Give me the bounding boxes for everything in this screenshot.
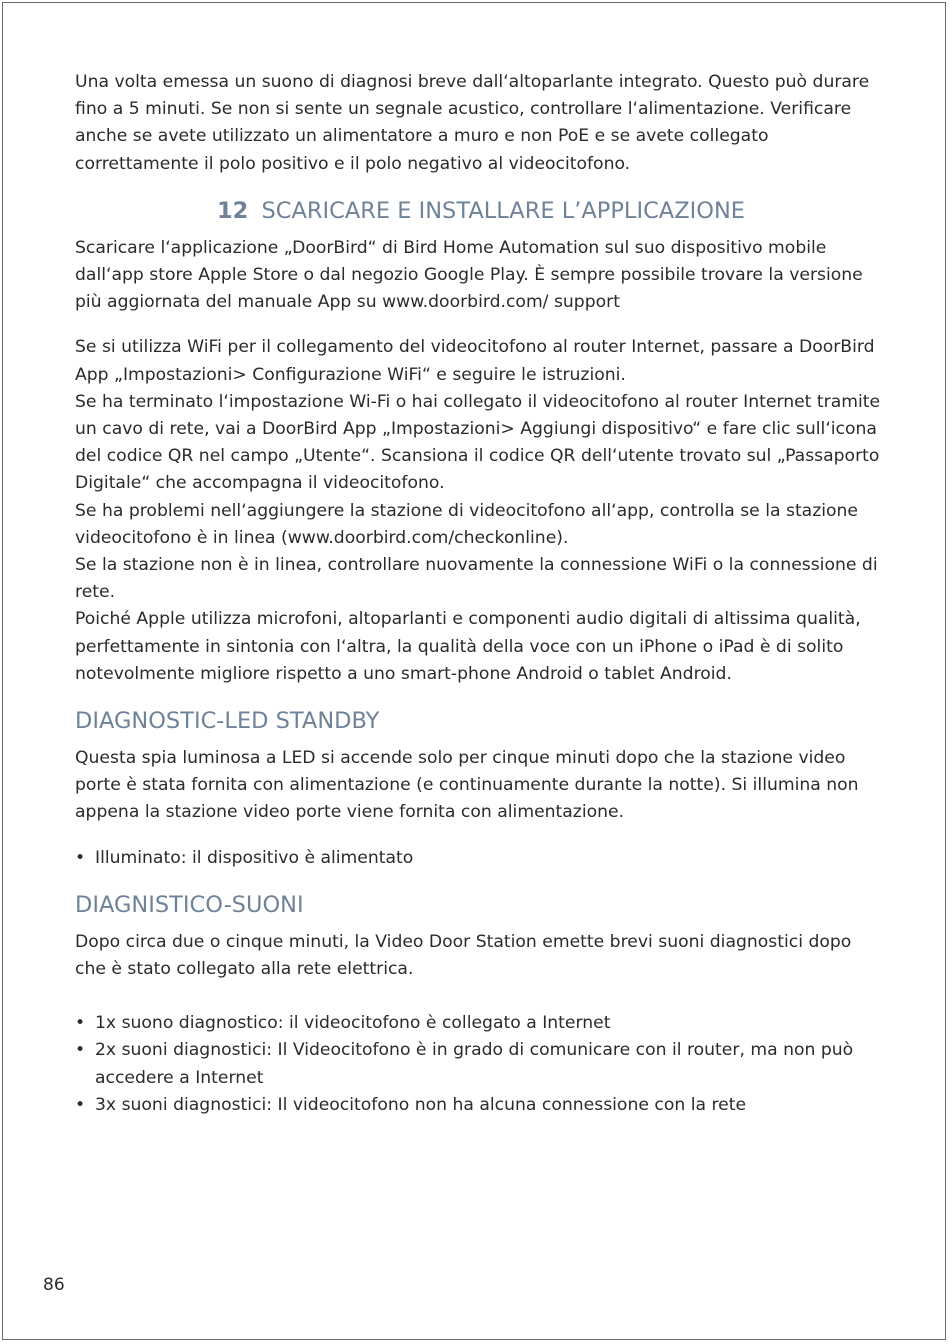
section-12-heading: [75, 196, 887, 226]
list-item-text: Illuminato: il dispositivo è alimentato: [95, 847, 414, 868]
list-item: [75, 1092, 887, 1119]
sounds-bullet-list: [75, 1010, 887, 1119]
section-number: 12: [216, 197, 249, 224]
bullet-icon: •: [75, 1040, 86, 1061]
page-content: [75, 69, 887, 1119]
led-standby-heading: DIAGNOSTIC-LED STANDBY: [75, 708, 380, 735]
list-item-text: 3x suoni diagnostici: Il videocitofono non ha alcuna connessione con la rete: [95, 1094, 747, 1115]
setup-line: Se la stazione non è in linea, controllare nuovamente la connessione WiFi o la connessione di rete.: [75, 555, 878, 603]
intro-paragraph: Una volta emessa un suono di diagnosi breve dall‘altoparlante integrato. Questo può durare fino a 5 minuti. Se non si sente un segnale acustico, controllare l‘alimentazione. Verificare anche se avete utilizzato un alimentatore a muro e non PoE e se avete collegato correttamente il polo positivo e il polo negativo al videocitofono.: [75, 72, 870, 174]
led-bullet-list: [75, 845, 887, 872]
list-item-text: 2x suoni diagnostici: Il Videocitofono è in grado di comunicare con il router, ma non può accedere a Internet: [95, 1040, 854, 1088]
download-paragraph: Scaricare l‘applicazione „DoorBird“ di Bird Home Automation sul suo dispositivo mobile dall‘app store Apple Store o dal negozio Google Play. È sempre possibile trovare la versione più aggiornata del manuale App su www.doorbird.com/ support: [75, 237, 863, 313]
list-item: [75, 845, 887, 872]
list-item-text: 1x suono diagnostico: il videocitofono è collegato a Internet: [95, 1013, 611, 1034]
setup-line: Se ha terminato l‘impostazione Wi-Fi o hai collegato il videocitofono al router Internet tramite un cavo di rete, vai a DoorBird App „Impostazioni> Aggiungi dispositivo“ e fare clic sull‘icona del codice QR nel campo „Utente“. Scansiona il codice QR dell‘utente trovato sul „Passaporto Digitale“ che accompagna il videocitofono.: [75, 391, 881, 494]
list-item: [75, 1010, 887, 1037]
bullet-icon: •: [75, 847, 86, 868]
sounds-paragraph: Dopo circa due o cinque minuti, la Video Door Station emette brevi suoni diagnostici dopo che è stato collegato alla rete elettrica.: [75, 931, 852, 980]
document-page: [2, 2, 946, 1340]
section-title: SCARICARE E INSTALLARE L’APPLICAZIONE: [261, 197, 745, 224]
bullet-icon: •: [75, 1094, 86, 1115]
diagnostic-sounds-heading: DIAGNISTICO-SUONI: [75, 891, 304, 918]
list-item: [75, 1037, 887, 1091]
page-number: 86: [43, 1275, 65, 1295]
setup-line: Poiché Apple utilizza microfoni, altoparlanti e componenti audio digitali di altissima qualità, perfettamente in sintonia con l‘altra, la qualità della voce con un iPhone o iPad è di solito notevolmente migliore rispetto a uno smart-phone Android o tablet Android.: [75, 609, 861, 684]
setup-paragraph: [75, 334, 887, 688]
led-paragraph: Questa spia luminosa a LED si accende solo per cinque minuti dopo che la stazione video porte è stata fornita con alimentazione (e continuamente durante la notte). Si illumina non appena la stazione video porte viene fornita con alimentazione.: [75, 748, 859, 823]
setup-line: Se ha problemi nell‘aggiungere la stazione di videocitofono all‘app, controlla se la stazione videocitofono è in linea (www.doorbird.com/checkonline).: [75, 500, 858, 548]
setup-line: Se si utilizza WiFi per il collegamento del videocitofono al router Internet, passare a DoorBird App „Impostazioni> Configurazione WiFi“ e seguire le istruzioni.: [75, 337, 875, 385]
bullet-icon: •: [75, 1013, 86, 1034]
